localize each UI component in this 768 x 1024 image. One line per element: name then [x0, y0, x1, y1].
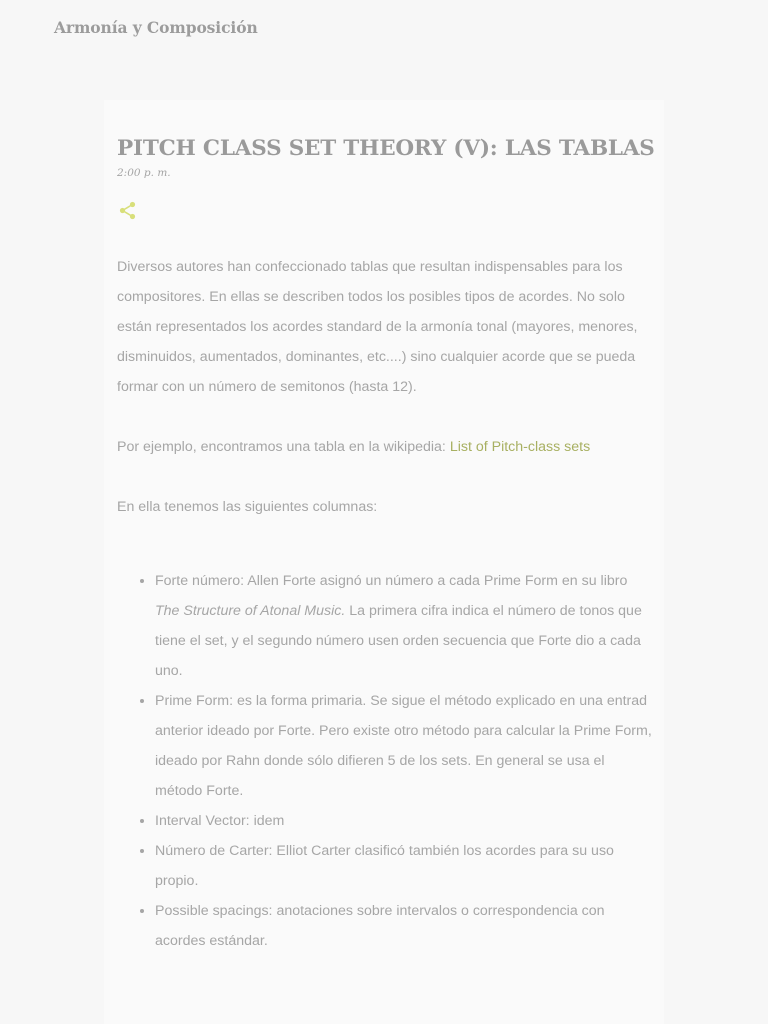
- book-title: The Structure of Atonal Music.: [155, 603, 346, 619]
- list-item: • Prime Form: es la forma primaria. Se sigue el método explicado en una entrad anterior ideado por Forte. Pero existe otro método para calcular la Prime Form, ideado por Rahn donde sólo difieren 5 de los sets. En general se usa el método Forte.: [155, 686, 653, 806]
- list-item-text: La primera cifra indica el número de tonos que tiene el set, y el segundo número usen orden secuencia que Forte dio a cada uno.: [155, 603, 642, 679]
- paragraph-example: [117, 432, 653, 462]
- list-item: • Interval Vector: idem: [155, 806, 653, 836]
- list-item: [155, 566, 653, 686]
- list-item: • Número de Carter: Elliot Carter clasificó también los acordes para su uso propio.: [155, 836, 653, 896]
- columns-list: [117, 566, 653, 956]
- post-title: PITCH CLASS SET THEORY (V): LAS TABLAS: [117, 136, 655, 161]
- paragraph-columns: En ella tenemos las siguientes columnas:: [117, 499, 378, 515]
- blog-title-link[interactable]: Armonía y Composición: [54, 18, 258, 37]
- pitch-class-sets-link[interactable]: List of Pitch-class sets: [449, 439, 591, 455]
- post-timestamp[interactable]: 2:00 p. m.: [117, 167, 171, 179]
- share-icon[interactable]: [117, 200, 139, 222]
- list-item: • Possible spacings: anotaciones sobre intervalos o correspondencia con acordes estándar.: [155, 896, 653, 956]
- post-body: [117, 252, 653, 956]
- paragraph-example-text: Por ejemplo, encontramos una tabla en la wikipedia:: [117, 439, 450, 455]
- list-item-text: Forte número: Allen Forte asignó un número a cada Prime Form en su libro: [155, 573, 628, 589]
- post-card: [104, 100, 664, 1024]
- paragraph-intro: Diversos autores han confeccionado tablas que resultan indispensables para los compositores. En ellas se describen todos los posibles tipos de acordes. No solo están representados los acordes standard de la armonía tonal (mayores, menores, disminuidos, aumentados, dominantes, etc....) sino cualquier acorde que se pueda formar con un número de semitonos (hasta 12).: [117, 259, 638, 395]
